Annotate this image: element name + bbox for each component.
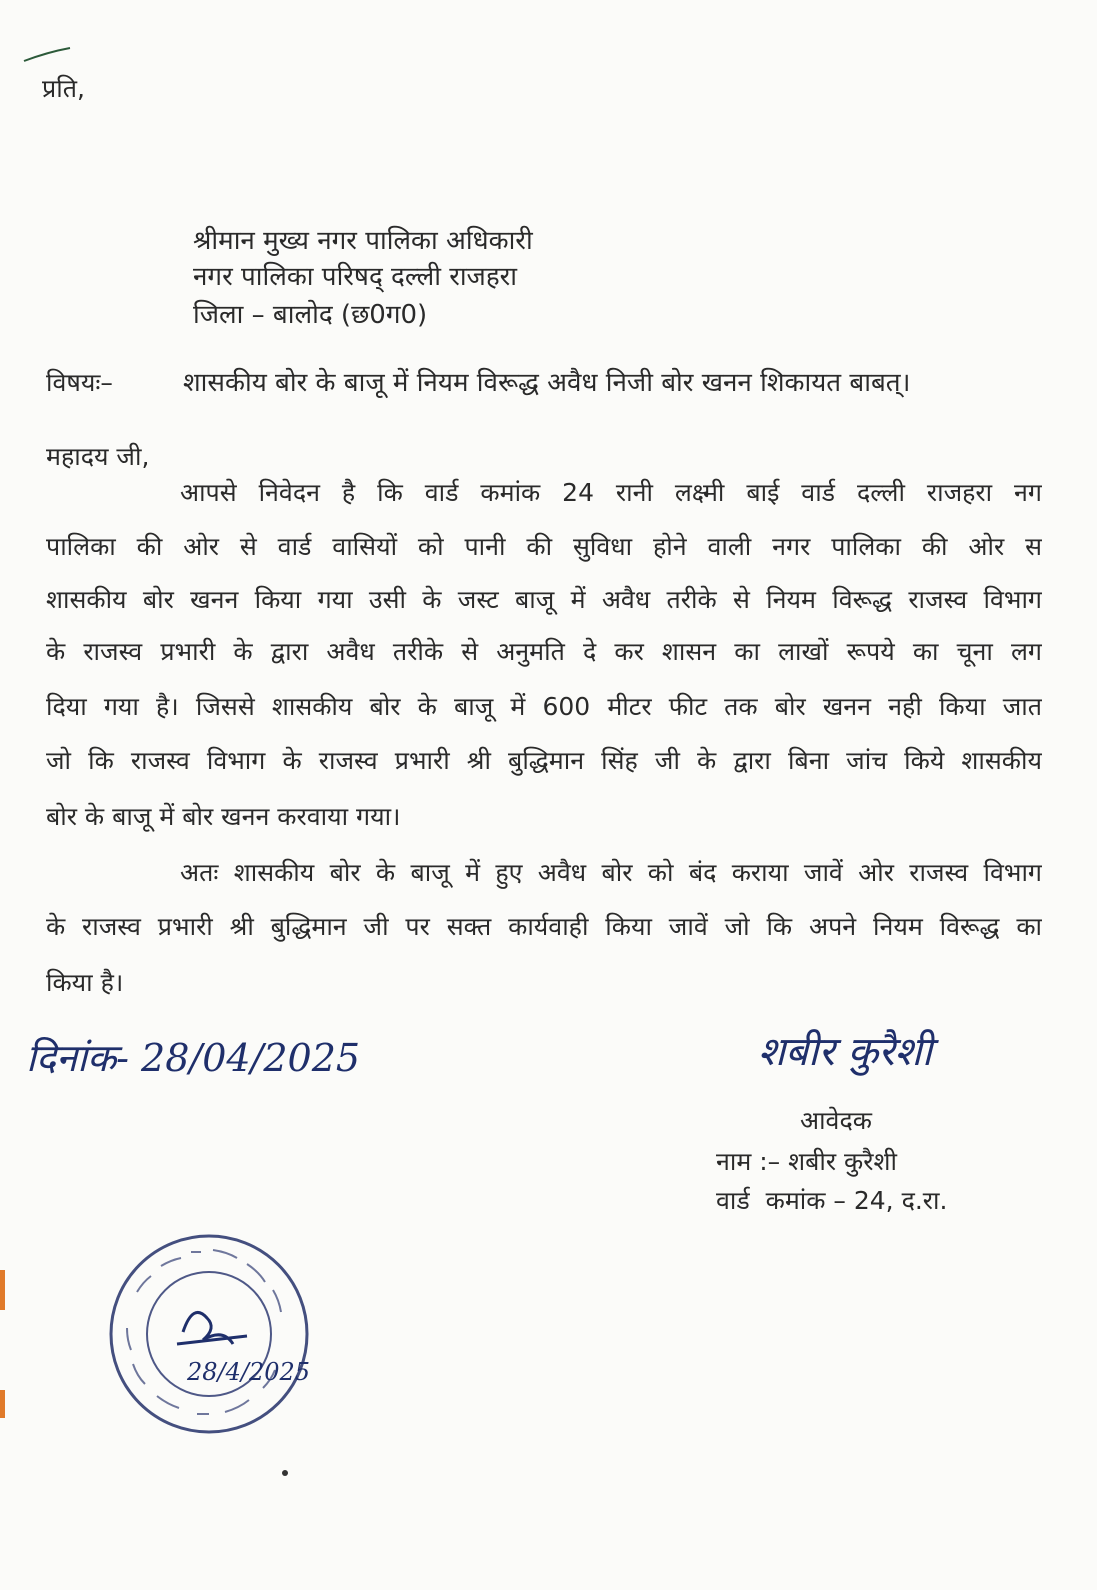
body-line: के राजस्व प्रभारी श्री बुद्धिमान जी पर सक्त कार्यवाही किया जावें जो कि अपने नियम विरूद्ध का xyxy=(46,912,1042,941)
office-seal-stamp xyxy=(107,1232,311,1436)
recipient-line-3: जिला – बालोद (छ0ग0) xyxy=(193,300,428,330)
body-line: आपसे निवेदन है कि वार्ड कमांक 24 रानी लक्ष्मी बाई वार्ड दल्ली राजहरा नग xyxy=(180,478,1042,507)
subject-label: विषयः– xyxy=(46,368,113,397)
body-line: दिया गया है। जिससे शासकीय बोर के बाजू में 600 मीटर फीट तक बोर खनन नही किया जात xyxy=(46,692,1042,721)
applicant-name: नाम :– शबीर कुरैशी xyxy=(716,1147,897,1176)
body-line: जो कि राजस्व विभाग के राजस्व प्रभारी श्री बुद्धिमान सिंह जी के द्वारा बिना जांच किये शासकीय xyxy=(46,746,1042,775)
handwritten-date: दिनांक- 28/04/2025 xyxy=(26,1036,361,1080)
body-line: पालिका की ओर से वार्ड वासियों को पानी की सुविधा होने वाली नगर पालिका की ओर स xyxy=(46,532,1042,561)
applicant-ward: वार्ड कमांक – 24, द.रा. xyxy=(716,1186,948,1215)
body-line: किया है। xyxy=(46,968,124,997)
applicant-label: आवेदक xyxy=(800,1106,872,1135)
pen-mark-icon xyxy=(20,44,74,66)
body-line: अतः शासकीय बोर के बाजू में हुए अवैध बोर को बंद कराया जावें ओर राजस्व विभाग xyxy=(180,858,1042,887)
body-line: शासकीय बोर खनन किया गया उसी के जस्ट बाजू में अवैध तरीके से नियम विरूद्ध राजस्व विभाग xyxy=(46,585,1042,614)
body-line: बोर के बाजू में बोर खनन करवाया गया। xyxy=(46,802,401,831)
subject-text: शासकीय बोर के बाजू में नियम विरूद्ध अवैध निजी बोर खनन शिकायत बाबत्। xyxy=(183,368,911,398)
page-edge-mark-icon xyxy=(0,1270,8,1430)
body-line: के राजस्व प्रभारी के द्वारा अवैध तरीके से अनुमति दे कर शासन का लाखों रूपये का चूना लग xyxy=(46,637,1042,666)
applicant-signature: शबीर कुरैशी xyxy=(758,1029,933,1075)
recipient-line-1: श्रीमान मुख्य नगर पालिका अधिकारी xyxy=(193,226,533,256)
ink-dot-icon xyxy=(280,1468,290,1478)
stamp-handwritten-date: 28/4/2025 xyxy=(187,1358,311,1386)
recipient-line-2: नगर पालिका परिषद् दल्ली राजहरा xyxy=(193,262,518,292)
salutation-to: प्रति, xyxy=(42,74,85,103)
greeting: महादय जी, xyxy=(46,442,150,471)
